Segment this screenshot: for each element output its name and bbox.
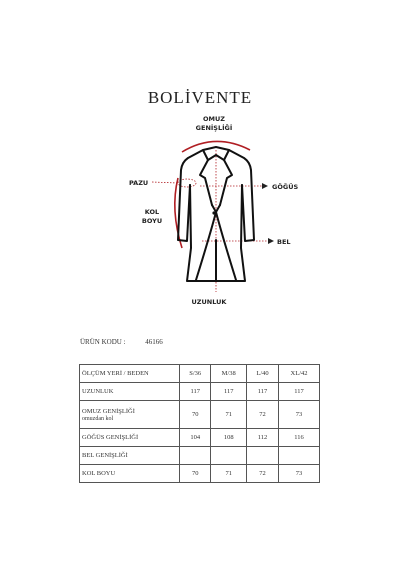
table-cell: 73 (279, 465, 320, 483)
table-cell: 71 (211, 465, 247, 483)
product-code (80, 338, 163, 346)
table-cell: 108 (211, 429, 247, 447)
header-cell: XL/42 (279, 365, 320, 383)
row-label: KOL BOYU (80, 465, 180, 483)
coat-outline (178, 147, 254, 281)
table-row (80, 429, 320, 447)
header-cell: S/36 (180, 365, 211, 383)
brand-logo: BOLİVENTE (147, 88, 253, 107)
table-cell: 112 (246, 429, 278, 447)
table-cell (279, 447, 320, 465)
product-code-value: 46166 (145, 338, 163, 346)
row-label: GÖĞÜS GENİŞLİĞİ (80, 429, 180, 447)
biceps-pointer (152, 182, 178, 183)
product-code-label: ÜRÜN KODU : (80, 338, 126, 346)
table-cell: 117 (211, 383, 247, 401)
row-label-main: OMUZ GENİŞLİĞİ (82, 407, 135, 415)
table-row (80, 383, 320, 401)
table-cell: 116 (279, 429, 320, 447)
table-cell: 70 (180, 465, 211, 483)
table-cell: 117 (180, 383, 211, 401)
waist-arrow (268, 238, 274, 244)
label-kol-1: KOL (144, 208, 160, 216)
table-row (80, 401, 320, 429)
table-cell: 117 (279, 383, 320, 401)
table-cell: 72 (246, 465, 278, 483)
label-omuz-2: GENİŞLİĞİ (195, 124, 233, 132)
label-omuz-1: OMUZ (203, 115, 225, 123)
table-row (80, 465, 320, 483)
table-cell: 104 (180, 429, 211, 447)
button-icon (212, 211, 215, 214)
label-uzunluk: UZUNLUK (191, 298, 227, 306)
table-header-row (80, 365, 320, 383)
header-cell: M/38 (211, 365, 247, 383)
chest-arrow (262, 183, 268, 189)
table-cell: 117 (246, 383, 278, 401)
table-cell: 72 (246, 401, 278, 429)
table-cell: 70 (180, 401, 211, 429)
table-cell: 71 (211, 401, 247, 429)
row-label-sub: omuzdan kol (82, 415, 114, 422)
row-label: BEL GENİŞLİĞİ (80, 447, 180, 465)
table-cell: 73 (279, 401, 320, 429)
label-bel: BEL (277, 238, 291, 246)
label-pazu: PAZU (129, 179, 149, 187)
table-cell (180, 447, 211, 465)
size-table (79, 364, 320, 483)
table-cell (211, 447, 247, 465)
table-row (80, 447, 320, 465)
label-gogus: GÖĞÜS (272, 183, 299, 191)
table-cell (246, 447, 278, 465)
header-cell: ÖLÇÜM YERİ / BEDEN (80, 365, 180, 383)
row-label (80, 401, 180, 429)
header-cell: L/40 (246, 365, 278, 383)
row-label: UZUNLUK (80, 383, 180, 401)
label-kol-2: BOYU (141, 217, 163, 225)
